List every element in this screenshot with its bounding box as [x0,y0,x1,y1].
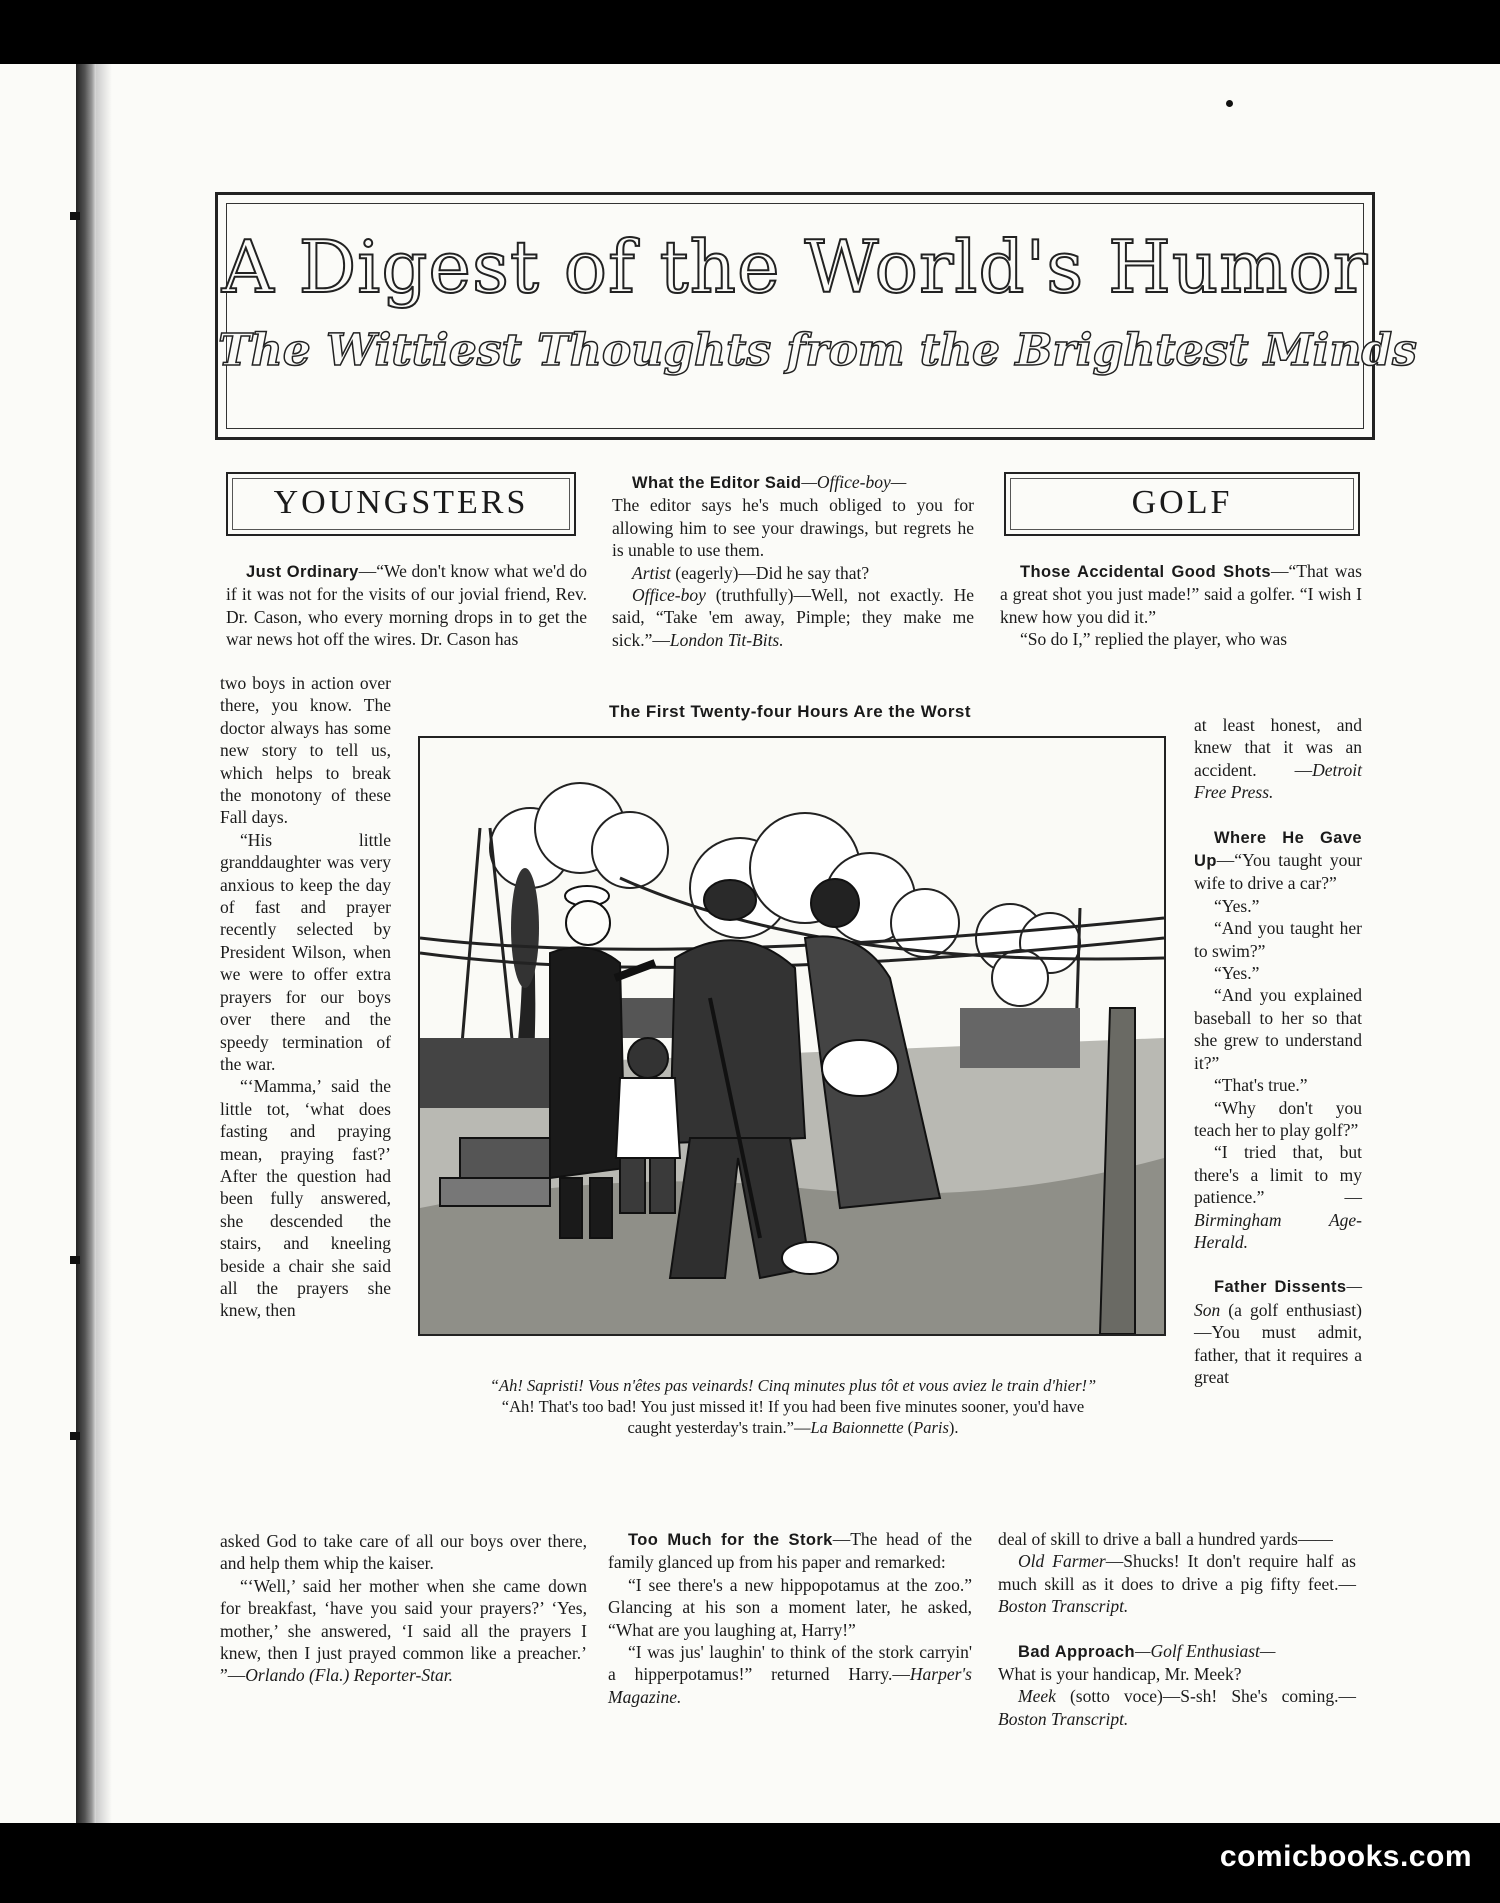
story-text: —“We don't know what we'd do if it was not for the visits of our jovial friend, Rev. Dr. Cason, who every morning drops in to get the war news hot off the wires. Dr. Cason has [226,561,587,650]
story-text: —Office-boy— [801,472,907,492]
story-text: “Yes.” [1214,895,1260,916]
cartoon-caption [414,1375,1172,1438]
story-source: Boston Transcript. [998,1596,1129,1617]
story-text: “I was jus' laughin' to think of the stork carryin' a hipperpotamus!” returned Harry.— [608,1642,972,1685]
story-text: “That's true.” [1214,1075,1308,1096]
story-text: “‘Well,’ said her mother when she came down for breakfast, ‘have you said your prayers?’ ‘Yes, mother,’ she answered, ‘I said all the prayers I knew, then I just prayed common like a preacher.’ ”— [220,1575,587,1686]
story-source: London Tit-Bits. [669,629,784,650]
story-text: “‘Mamma,’ said the little tot, ‘what does fasting and praying mean, praying fast?’ After the question had been fully answered, she descended the stairs, and kneeling beside a chair she said all the prayers she knew, then [220,1076,391,1321]
caption-english-line1: “Ah! That's too bad! You just missed it! If you had been five minutes sooner, you'd have [501,1397,1085,1416]
story-editor-said [612,471,974,651]
story-text: “I see there's a new hippopotamus at the zoo.” Glancing at his son a moment later, he asked, “What are you laughing at, Harry!” [608,1574,972,1640]
site-watermark: comicbooks.com [1219,1840,1472,1873]
story-text: asked God to take care of all our boys over there, and help them whip the kaiser. [220,1531,587,1574]
caption-text: ). [948,1418,959,1437]
magazine-page [0,64,1500,1823]
story-text: (truthfully)—Well, not exactly. He said, “Take 'em away, Pimple; they make me sick.”— [612,585,974,650]
caption-text: caught yesterday's train.”— [627,1418,811,1437]
story-text: two boys in action over there, you know. The doctor always has some new story to tell us, which helps to break the monotony of these Fall days. [220,673,391,828]
story-accidental-shots [1000,560,1362,651]
cartoon-drawing [420,738,1164,1334]
masthead [215,192,1417,440]
story-text: —“You taught your wife to drive a car?” [1194,850,1362,894]
story-text: “So do I,” replied the player, who was [1020,629,1288,650]
story-heading: Bad Approach [1018,1642,1135,1661]
masthead-subtitle: The Wittiest Thoughts from the Brightest Minds [218,325,1417,376]
story-stork [608,1528,972,1708]
story-text: —“That was a great shot you just made!” said a golfer. “I wish I knew how you did it.” [1000,561,1362,627]
section-head-youngsters: YOUNGSTERS [226,472,576,536]
caption-source-city: Paris [913,1418,949,1437]
story-just-ordinary-top [226,560,587,651]
story-text: —The head of the family glanced up from his paper and remarked: [608,1529,972,1573]
ink-dot [1226,100,1233,107]
story-source: Detroit Free Press. [1194,759,1362,803]
story-text: —Shucks! It don't require half as much skill as it does to drive a pig fifty feet.— [998,1551,1356,1594]
caption-french: “Ah! Sapristi! Vous n'êtes pas veinards! Cinq minutes plus tôt et vous aviez le train d'hier!” [489,1376,1097,1395]
story-text: Office-boy [632,585,706,606]
cartoon-title: The First Twenty-four Hours Are the Worst [608,702,972,721]
story-heading: What the Editor Said [632,474,802,492]
story-heading: Just Ordinary [246,563,359,581]
story-text: “Yes.” [1214,963,1260,984]
binding-mark [70,1432,80,1440]
story-heading: Too Much for the Stork [628,1531,833,1549]
story-text: at least honest, and knew that it was an accident. — [1194,715,1362,780]
spine-shadow [96,64,112,1823]
story-golf-narrow [1194,714,1362,1388]
story-text: The editor says he's much obliged to you for allowing him to see your drawings, but regrets he is unable to use them. [612,495,974,561]
story-text: “His little granddaughter was very anxious to keep the day of fast and prayer recently selected by President Wilson, when we were to offer extra prayers for our boys over there and the speedy termination of the war. [220,829,391,1074]
story-text: (a golf enthusiast)—You must admit, father, that it requires a great [1194,1299,1362,1387]
binding-mark [70,212,80,220]
story-text: —Golf Enthusiast— [1134,1640,1276,1661]
story-just-ordinary-narrow [220,672,391,1322]
caption-english-line2 [414,1417,1172,1438]
section-head-golf: GOLF [1004,472,1360,536]
story-text: deal of skill to drive a ball a hundred yards—— [998,1529,1333,1549]
story-text: “I tried that, but there's a limit to my patience.” — [1194,1142,1362,1208]
story-source: Harper's Magazine. [608,1664,972,1707]
story-text: “And you taught her to swim?” [1194,918,1362,961]
story-text: What is your handicap, Mr. Meek? [998,1664,1242,1685]
story-text: (eagerly)—Did he say that? [670,562,870,583]
story-text: —Son [1194,1276,1362,1320]
story-golf-bottom [998,1528,1356,1730]
story-source: Birmingham Age-Herald. [1194,1209,1362,1252]
story-heading: Where He Gave Up [1194,828,1362,871]
binding-mark [70,1256,80,1264]
story-text: “And you explained baseball to her so that she grew to understand it?” [1194,985,1362,1073]
caption-text: ( [903,1418,914,1437]
story-text: Old Farmer [1018,1551,1106,1572]
masthead-title: A Digest of the World's Humor [221,225,1369,309]
caption-source: La Baionnette [810,1418,904,1437]
story-text: “Why don't you teach her to play golf?” [1194,1097,1362,1140]
story-heading: Those Accidental Good Shots [1020,563,1272,581]
cartoon-illustration [418,736,1166,1336]
story-source: Orlando (Fla.) Reporter-Star. [245,1665,453,1686]
story-heading: Father Dissents [1214,1278,1347,1297]
story-text: (sotto voce)—S-sh! She's coming.— [1055,1686,1356,1707]
story-text: Artist [632,562,671,583]
story-source: Boston Transcript. [998,1708,1129,1729]
page-spine [76,64,96,1823]
story-text: Meek [1018,1686,1056,1707]
story-just-ordinary-bottom [220,1530,587,1687]
